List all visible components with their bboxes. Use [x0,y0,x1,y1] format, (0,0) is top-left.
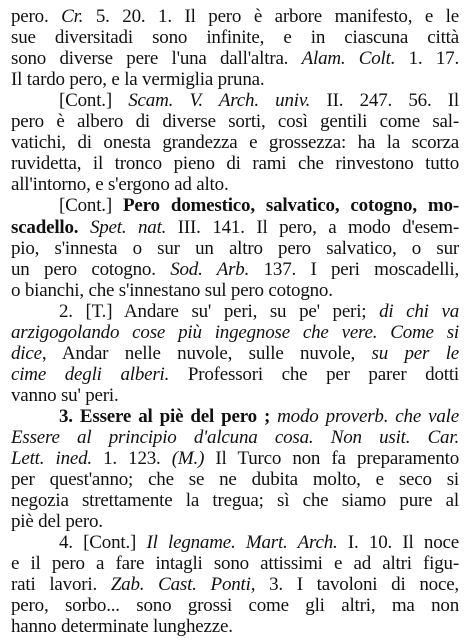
text-run: 1. 123. [91,448,172,470]
text-run: all'intorno, e s'ergono ad alto. [11,174,229,196]
text-run: o bianchi, che s'innestano sul pero cotogno. [11,279,333,301]
text-run: rati lavori. [11,574,111,596]
italic-text: su per le [371,342,460,364]
text-run: Il tardo pero, e la vermiglia pruna. [11,69,265,91]
text-run: Professori che per parer dotti [169,363,459,385]
text-run: I. 10. Il noce [337,532,459,554]
text-run: 4. [Cont.] [59,532,147,554]
text-run: II. 247. 56. Il [310,90,459,112]
text-run: un pero cotogno. [11,258,171,280]
italic-text: Lett. ined. [11,448,92,470]
text-run: [Cont.] [59,90,129,112]
italic-text: cime degli alberi. [11,363,170,385]
text-run: , Andar nelle nuvole, sulle nuvole, [41,342,372,364]
text-run: 5. 20. 1. Il pero è arbore manifesto, e le [83,6,459,27]
text-run: 2. [T.] Andare su' peri, su pe' peri; [59,300,380,322]
text-run: per quest'anno; che se ne dubita molto, e seco si [11,469,459,491]
text-run: pero, sorbo... sono grossi come gli altri, ma non [11,595,459,617]
text-run: pero. [11,6,62,27]
text-run: negozia strettamente la tregua; sì che siamo pure al [11,490,459,512]
text-run: piè del pero. [11,511,103,533]
text-run: [Cont.] [59,195,123,217]
italic-text: Alam. Colt. [301,48,396,70]
italic-text: Spet. nat. [89,216,167,238]
text-run: e il pero a fare intagli sono attissimi e ad altri figu- [11,553,459,575]
bold-text: scadello. [11,216,79,238]
text-run: pero è albero di diverse sorti, così gentili come sal- [11,111,459,133]
italic-text: arzigogolando cose più ingegnose che vere. Come si [11,321,459,343]
text-run: III. 141. Il pero, a modo d'esem- [166,216,459,238]
text-run: pio, s'innesta o sur un altro pero salvatico, o sur [11,237,459,259]
text-run: 137. I peri moscadelli, [249,258,460,280]
italic-text: Essere al principio d'alcuna cosa. Non usit. Car. [11,427,459,448]
bold-text: Pero domestico, salvatico, cotogno, mo- [123,195,459,217]
text-run: sono diverse pere l'una dall'altra. [11,48,302,70]
text-line [11,614,459,640]
text-run: vatichi, di onesta grandezza e grossezza: ha la scorza [11,132,459,154]
text-run [78,217,90,238]
italic-text: dice [11,342,42,364]
text-run: ruvidetta, il tronco pieno di rami che rinvestono tutto [11,153,459,175]
italic-text: Scam. V. Arch. univ. [128,90,311,112]
italic-text: Sod. Arb. [170,258,250,280]
text-run: Il Turco non fa preparamento [204,448,459,470]
text-run: vanno su' peri. [11,384,119,406]
italic-text: di chi va [379,300,460,322]
text-run: 1. 17. [395,48,459,70]
italic-text: Zab. Cast. Ponti [110,574,251,596]
text-run: sue diversitadi sono infinite, e in ciascuna città [11,27,459,49]
text-run: , 3. I tavoloni di noce, [250,574,459,596]
italic-text: modo proverb. che vale [277,405,459,427]
italic-text: Cr. [61,6,84,27]
bold-text: 3. Essere al piè del pero ; [59,405,271,427]
text-run: hanno determinate lunghezze. [11,616,233,638]
italic-text: (M.) [171,448,205,470]
italic-text: Il legname. Mart. Arch. [146,532,338,554]
